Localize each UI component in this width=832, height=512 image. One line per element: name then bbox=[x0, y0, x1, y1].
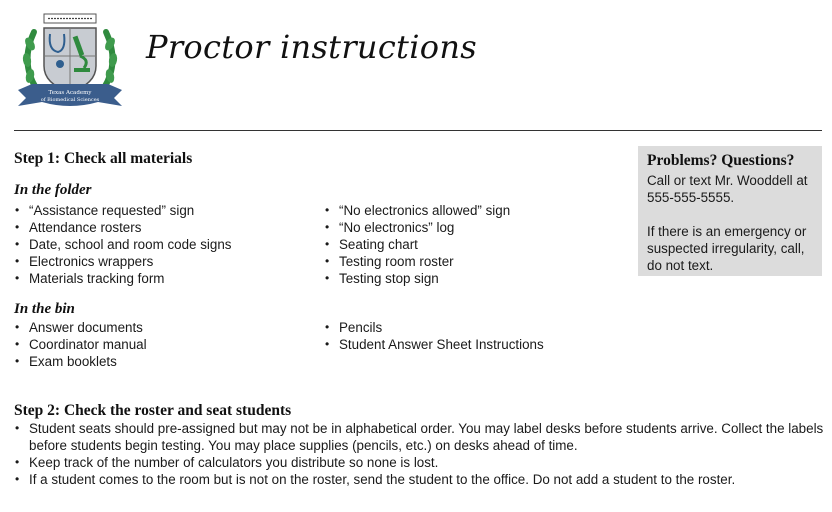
crest-line-1: Texas Academy bbox=[48, 90, 92, 96]
step2-list bbox=[14, 420, 824, 488]
list-item: • Student seats should pre-assigned but may not be in alphabetical order. You may label desks before students arrive. Collect the labels before students begin testing. You may place supplies (pencils, etc.) on desks ahead of time. bbox=[14, 420, 824, 454]
callout-title: Problems? Questions? bbox=[647, 152, 795, 169]
list-item: • Attendance rosters bbox=[14, 219, 231, 236]
list-item: • Testing stop sign bbox=[324, 270, 510, 287]
list-item: • Answer documents bbox=[14, 319, 147, 336]
folder-list-right bbox=[324, 202, 510, 287]
list-item: • Testing room roster bbox=[324, 253, 510, 270]
list-item: • “No electronics” log bbox=[324, 219, 510, 236]
list-item: • Exam booklets bbox=[14, 353, 147, 370]
callout-emergency: If there is an emergency or suspected irregularity, call, do not text. bbox=[647, 224, 807, 273]
step1-heading: Step 1: Check all materials bbox=[14, 150, 193, 167]
crest-line-2: of Biomedical Sciences bbox=[40, 97, 100, 103]
bin-heading: In the bin bbox=[14, 301, 75, 317]
list-item: • Electronics wrappers bbox=[14, 253, 231, 270]
list-item: • Materials tracking form bbox=[14, 270, 231, 287]
list-item: • “Assistance requested” sign bbox=[14, 202, 231, 219]
step2-heading: Step 2: Check the roster and seat students bbox=[14, 402, 292, 419]
callout-contact: Call or text Mr. Wooddell at 555-555-5555. bbox=[647, 173, 808, 205]
school-crest-logo bbox=[14, 10, 126, 114]
header-divider bbox=[14, 130, 822, 131]
list-item: • If a student comes to the room but is not on the roster, send the student to the office. Do not add a student to the roster. bbox=[14, 471, 824, 488]
help-callout-box bbox=[638, 146, 822, 276]
bin-list-right bbox=[324, 319, 544, 353]
list-item: • “No electronics allowed” sign bbox=[324, 202, 510, 219]
page-title: Proctor instructions bbox=[146, 28, 477, 66]
list-item: • Keep track of the number of calculators you distribute so none is lost. bbox=[14, 454, 824, 471]
list-item: • Coordinator manual bbox=[14, 336, 147, 353]
list-item: • Date, school and room code signs bbox=[14, 236, 231, 253]
bin-list-left bbox=[14, 319, 147, 370]
folder-heading: In the folder bbox=[14, 182, 92, 198]
folder-list-left bbox=[14, 202, 231, 287]
list-item: • Pencils bbox=[324, 319, 544, 336]
list-item: • Student Answer Sheet Instructions bbox=[324, 336, 544, 353]
list-item: • Seating chart bbox=[324, 236, 510, 253]
